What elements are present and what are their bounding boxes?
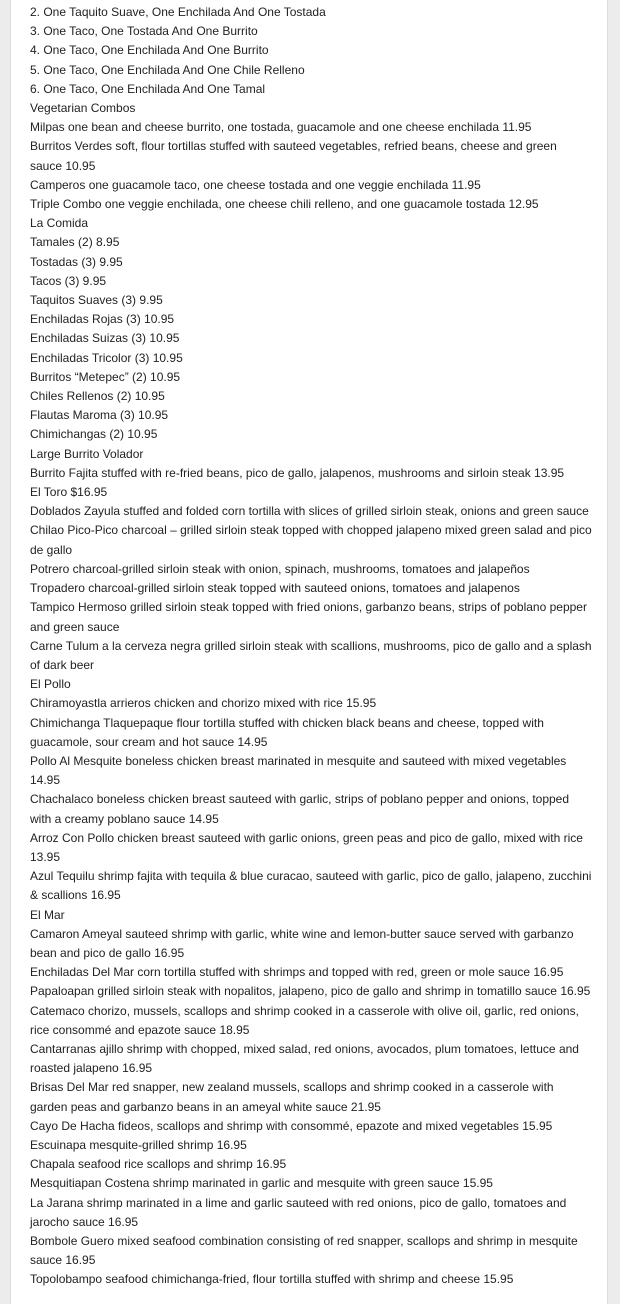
menu-line: Tacos (3) 9.95 [30,273,107,288]
menu-line: 6. One Taco, One Enchilada And One Tamal [30,81,266,96]
menu-line: Camaron Ameyal sauteed shrimp with garlic, white wine and lemon-butter sauce served with garbanzo bean and pico de gallo 16.95 [30,926,574,960]
menu-line: Chiles Rellenos (2) 10.95 [30,389,165,404]
menu-line: Burritos Verdes soft, flour tortillas stuffed with sauteed vegetables, refried beans, cheese and green sauce 10.95 [30,139,557,173]
menu-line: Tamales (2) 8.95 [30,235,120,250]
menu-line: Chapala seafood rice scallops and shrimp 16.95 [30,1157,287,1172]
menu-line: Arroz Con Pollo chicken breast sauteed with garlic onions, green peas and pico de gallo, mixed with rice 13.95 [30,830,583,864]
menu-line: Topolobampo seafood chimichanga-fried, flour tortilla stuffed with shrimp and cheese 15.95 [30,1272,514,1287]
menu-line: Enchiladas Del Mar corn tortilla stuffed with shrimps and topped with red, green or mole sauce 16.95 [30,965,564,980]
menu-line: La Comida [30,216,89,231]
menu-line: El Toro $16.95 [30,485,108,500]
menu-line: Enchiladas Suizas (3) 10.95 [30,331,180,346]
menu-line: Tostadas (3) 9.95 [30,254,123,269]
menu-line: Chimichangas (2) 10.95 [30,427,158,442]
menu-line: 4. One Taco, One Enchilada And One Burrito [30,43,269,58]
menu-line: Escuinapa mesquite-grilled shrimp 16.95 [30,1137,247,1152]
menu-line: Triple Combo one veggie enchilada, one cheese chili relleno, and one guacamole tostada 12.95 [30,197,539,212]
menu-line: Chiramoyastla arrieros chicken and chorizo mixed with rice 15.95 [30,696,377,711]
menu-list [30,3,592,1290]
menu-line: Doblados Zayula stuffed and folded corn tortilla with slices of grilled sirloin steak, onions and green sauce [30,504,589,519]
menu-line: Potrero charcoal-grilled sirloin steak with onion, spinach, mushrooms, tomatoes and jalapeños [30,561,530,576]
menu-line: Brisas Del Mar red snapper, new zealand mussels, scallops and shrimp cooked in a casserole with garden peas and garbanzo beans in an ameyal white sauce 21.95 [30,1080,554,1114]
menu-line: Pollo Al Mesquite boneless chicken breast marinated in mesquite and sauteed with mixed vegetables 14.95 [30,753,567,788]
menu-line: Burritos “Metepec” (2) 10.95 [30,369,181,384]
menu-line: Bombole Guero mixed seafood combination consisting of red snapper, scallops and shrimp in mesquite sauce 16.95 [30,1234,578,1268]
menu-line: Cantarranas ajillo shrimp with chopped, mixed salad, red onions, avocados, plum tomatoes, lettuce and roasted jalapeno 16.95 [30,1041,579,1076]
menu-line: Milpas one bean and cheese burrito, one tostada, guacamole and one cheese enchilada 11.95 [30,120,532,135]
menu-line: 2. One Taquito Suave, One Enchilada And One Tostada [30,5,326,19]
menu-line: 5. One Taco, One Enchilada And One Chile Relleno [30,62,305,77]
menu-line: Catemaco chorizo, mussels, scallops and shrimp cooked in a casserole with olive oil, garlic, red onions, rice consommé and epazote sauce 18.95 [30,1003,579,1037]
menu-line: Tropadero charcoal-grilled sirloin steak topped with sauteed onions, tomatoes and jalapenos [30,581,520,596]
menu-line: Vegetarian Combos [30,101,136,116]
menu-line: Burrito Fajita stuffed with re-fried beans, pico de gallo, jalapenos, mushrooms and sirloin steak 13.95 [30,465,565,480]
menu-line: Mesquitiapan Costena shrimp marinated in garlic and mesquite with green sauce 15.95 [30,1176,493,1191]
menu-line: Flautas Maroma (3) 10.95 [30,408,169,423]
menu-line: La Jarana shrimp marinated in a lime and garlic sauteed with red onions, pico de gallo, tomatoes and jarocho sauce 16.95 [30,1195,567,1229]
menu-line: Taquitos Suaves (3) 9.95 [30,293,163,308]
menu-line: Tampico Hermoso grilled sirloin steak topped with fried onions, garbanzo beans, strips of poblano pepper and green sauce [30,600,587,634]
menu-line: Enchiladas Rojas (3) 10.95 [30,312,175,327]
menu-line: Camperos one guacamole taco, one cheese tostada and one veggie enchilada 11.95 [30,177,481,192]
menu-line: Chilao Pico-Pico charcoal – grilled sirloin steak topped with chopped jalapeno mixed green salad and pico de gallo [30,523,592,557]
menu-line: 3. One Taco, One Tostada And One Burrito [30,24,258,39]
menu-line: Chimichanga Tlaquepaque flour tortilla stuffed with chicken black beans and cheese, topped with guacamole, sour cream and hot sauce 14.95 [30,715,544,749]
menu-line: Papaloapan grilled sirloin steak with nopalitos, jalapeno, pico de gallo and shrimp in tomatillo sauce 16.95 [30,984,591,999]
menu-line: Azul Tequilu shrimp fajita with tequila & blue curacao, sauteed with garlic, pico de gallo, jalapeno, zucchini & scallions 16.95 [30,869,592,903]
menu-content-card [10,0,608,1304]
menu-line: El Mar [30,907,65,922]
menu-line: Chachalaco boneless chicken breast sauteed with garlic, strips of poblano pepper and onions, topped with a creamy poblano sauce 14.95 [30,792,570,826]
menu-line: Cayo De Hacha fideos, scallops and shrimp with consommé, epazote and mixed vegetables 15.95 [30,1118,553,1133]
menu-line: Carne Tulum a la cerveza negra grilled sirloin steak with scallions, mushrooms, pico de gallo and a splash of dark beer [30,638,592,672]
menu-line: Large Burrito Volador [30,446,144,461]
menu-line: El Pollo [30,677,71,692]
menu-line: Enchiladas Tricolor (3) 10.95 [30,350,183,365]
